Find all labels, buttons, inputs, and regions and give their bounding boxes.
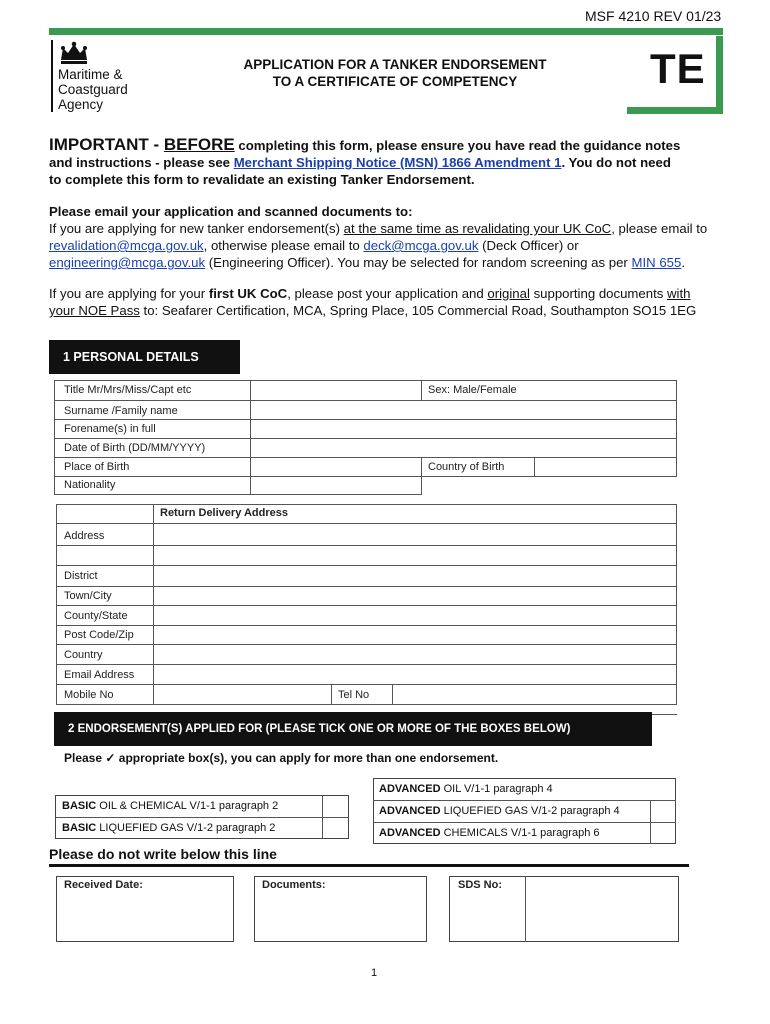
post-instructions: If you are applying for your first UK CoC, please post your application and original supporting documents with your NOE Pass to: Seafarer Certification, MCA, Spring Place, 105 Commercial Road, Southampton SO15 1EG <box>49 286 697 318</box>
county-input[interactable] <box>155 606 675 624</box>
title-input[interactable] <box>252 381 420 399</box>
address-label: Address <box>64 530 105 542</box>
documents-label: Documents: <box>262 879 326 891</box>
advanced-oil-label: ADVANCED OIL V/1-1 paragraph 4 <box>379 783 553 795</box>
surname-label: Surname /Family name <box>64 405 178 417</box>
basic-liquefied-gas-checkbox[interactable] <box>323 818 348 838</box>
endorsements-header-rule <box>652 714 677 715</box>
msn-link[interactable]: Merchant Shipping Notice (MSN) 1866 Amendment 1 <box>233 155 562 170</box>
important-notice: IMPORTANT - BEFORE completing this form, please ensure you have read the guidance notes and instructions - please see Merchant Shipping Notice (MSN) 1866 Amendment 1. You do not need to complete this form to revalidate an existing Tanker Endorsement. <box>49 135 681 187</box>
district-input[interactable] <box>155 566 675 585</box>
place-of-birth-input[interactable] <box>252 458 420 475</box>
royal-crest-icon <box>57 40 91 66</box>
sex-label: Sex: Male/Female <box>428 384 517 396</box>
form-code: TE <box>650 45 706 92</box>
title-label: Title Mr/Mrs/Miss/Capt etc <box>64 384 192 396</box>
mobile-label: Mobile No <box>64 689 114 701</box>
surname-input[interactable] <box>252 401 675 418</box>
country-input[interactable] <box>155 645 675 663</box>
office-use-heading: Please do not write below this line <box>49 846 277 862</box>
min-655-link[interactable]: MIN 655 <box>631 255 682 270</box>
logo-divider <box>51 40 53 112</box>
country-of-birth-label: Country of Birth <box>428 461 505 473</box>
form-reference: MSF 4210 REV 01/23 <box>585 8 722 24</box>
tel-label: Tel No <box>338 689 370 701</box>
mobile-input[interactable] <box>155 685 330 703</box>
country-label: Country <box>64 649 103 661</box>
header-rule <box>49 28 723 35</box>
advanced-chemicals-checkbox[interactable] <box>651 823 675 843</box>
endorsement-instructions: Please ✓ appropriate box(s), you can apply for more than one endorsement. <box>64 751 499 765</box>
email-label: Email Address <box>64 669 135 681</box>
county-label: County/State <box>64 610 128 622</box>
country-of-birth-input[interactable] <box>536 458 675 475</box>
basic-oil-chemical-label: BASIC OIL & CHEMICAL V/1-1 paragraph 2 <box>62 800 279 812</box>
address-input-line1[interactable] <box>155 524 675 544</box>
return-address-heading: Return Delivery Address <box>160 507 288 519</box>
office-use-rule <box>49 864 689 867</box>
deck-email-link[interactable]: deck@mcga.gov.uk <box>363 238 479 253</box>
forenames-input[interactable] <box>252 420 675 437</box>
nationality-input[interactable] <box>252 477 420 493</box>
advanced-liquefied-gas-checkbox[interactable] <box>651 801 675 821</box>
nationality-label: Nationality <box>64 479 116 491</box>
dob-input[interactable] <box>252 439 675 456</box>
email-input[interactable] <box>155 665 675 683</box>
advanced-chemicals-label: ADVANCED CHEMICALS V/1-1 paragraph 6 <box>379 827 600 839</box>
advanced-liquefied-gas-label: ADVANCED LIQUEFIED GAS V/1-2 paragraph 4 <box>379 805 620 817</box>
endorsements-header: 2 ENDORSEMENT(S) APPLIED FOR (PLEASE TICK ONE OR MORE OF THE BOXES BELOW) <box>54 712 652 746</box>
district-label: District <box>64 570 98 582</box>
revalidation-email-link[interactable]: revalidation@mcga.gov.uk <box>49 238 204 253</box>
address-input-line2[interactable] <box>155 546 675 564</box>
postcode-label: Post Code/Zip <box>64 629 134 641</box>
postcode-input[interactable] <box>155 626 675 643</box>
sds-label: SDS No: <box>458 879 502 891</box>
personal-details-header: 1 PERSONAL DETAILS <box>49 340 240 374</box>
received-date-label: Received Date: <box>64 879 143 891</box>
agency-name: Maritime & Coastguard Agency <box>58 67 128 112</box>
email-instructions: Please email your application and scanned documents to: If you are applying for new tanker endorsement(s) at the same time as revalidating your UK CoC, please email to revalidation@mcga.gov.uk, otherwise please email to deck@mcga.gov.uk (Deck Officer) or engineering@mcga.gov.uk (Engineering Officer). You may be selected for random screening as per MIN 655. <box>49 204 708 270</box>
dob-label: Date of Birth (DD/MM/YYYY) <box>64 442 206 454</box>
page-number: 1 <box>371 967 378 979</box>
place-of-birth-label: Place of Birth <box>64 461 130 473</box>
form-title: APPLICATION FOR A TANKER ENDORSEMENT TO A CERTIFICATE OF COMPETENCY <box>243 57 547 89</box>
forenames-label: Forename(s) in full <box>64 423 156 435</box>
basic-oil-chemical-checkbox[interactable] <box>323 796 348 816</box>
tel-input[interactable] <box>394 685 675 703</box>
town-label: Town/City <box>64 590 112 602</box>
basic-liquefied-gas-label: BASIC LIQUEFIED GAS V/1-2 paragraph 2 <box>62 822 276 834</box>
engineering-email-link[interactable]: engineering@mcga.gov.uk <box>49 255 206 270</box>
town-input[interactable] <box>155 587 675 604</box>
tick-icon: ✓ <box>105 751 116 765</box>
